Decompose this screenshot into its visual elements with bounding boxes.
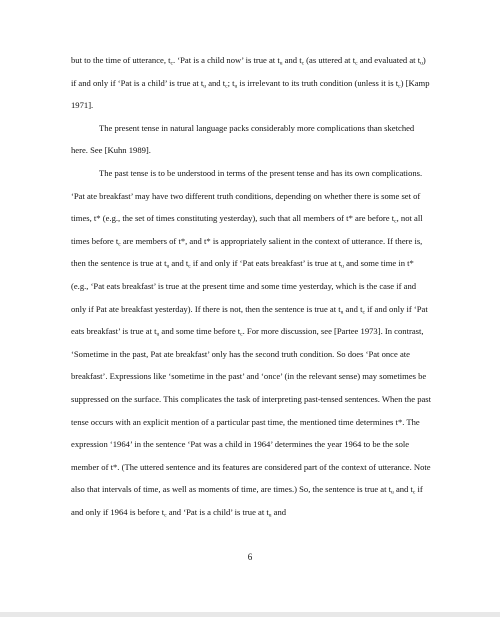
time-subscript: u [420, 60, 423, 67]
text-run: and evaluated at t [357, 55, 421, 65]
time-subscript: u [391, 489, 394, 496]
text-run: and t [169, 258, 189, 269]
time-subscript: c [164, 512, 167, 519]
text-run: . For more discussion, see [Partee 1973]. In contrast, ‘Sometime in the past, Pat ate breakfast’ only has the second truth condition. So does ‘Pat once ate breakfast’. Expressions like ‘sometime in the past’ and ‘once’ (in the relevant sense) may sometimes be suppressed on the surface. This complicates the task of interpreting past-tensed sentences. When the past tense occurs with an explicit mention of a particular past time, the mentioned time determines t*. The expression ‘1964’ in the sentence ‘Pat was a child in 1964’ determines the year 1964 to be the sole member of t*. (The uttered sentence and its features are considered part of the context of utterance. Note also that intervals of time, as well as moments of time, are times.) So, the sentence is true at t [71, 326, 432, 495]
viewer-bottom-edge [0, 612, 500, 617]
time-subscript: u [268, 512, 272, 519]
text-run: and ‘Pat is a child’ is true at t [166, 506, 269, 517]
time-subscript: c [118, 241, 121, 248]
text-run: and some time in t* (e.g., ‘Pat eats breakfast’ is true at the present time and some time yesterday, which is the case if and only if Pat ate breakfast yesterday). If there is not, then the sentence is true at t [71, 258, 417, 314]
time-subscript: u [340, 309, 344, 316]
text-run: The past tense is to be understood in terms of the present tense and has its own complications. ‘Pat ate breakfast’ may have two different truth conditions, depending on whether there is some set of times, t* (e.g., the set of times constituting yesterday), such that all members of t* are before t [71, 167, 423, 224]
paragraph-1 [71, 49, 433, 117]
text-run: ; t [227, 77, 235, 88]
text-run: if and only if ‘Pat eats breakfast’ is true at t [190, 258, 342, 269]
time-subscript: u [166, 263, 170, 270]
text-run: are members of t*, and t* is appropriately salient in the context of utterance. If there is, then the sentence is true at t [71, 235, 423, 269]
time-subscript: c [398, 83, 401, 90]
text-run: if and only if 1964 is before t [71, 484, 423, 517]
text-run: and t [206, 77, 226, 88]
text-run: , not all times before t [71, 213, 423, 246]
text-run: but to the time of utterance, t [71, 55, 171, 65]
text-run: and t [343, 303, 363, 314]
text-run: (as uttered at t [304, 55, 356, 65]
time-subscript: u [156, 331, 160, 338]
text-run: ) [Kamp 1971]. [71, 77, 430, 111]
text-run: is irrelevant to its truth condition (unless it is t [237, 77, 399, 88]
time-subscript: c [225, 83, 228, 90]
text-run: and t [393, 484, 413, 495]
time-subscript: u [279, 60, 283, 67]
time-subscript: u [203, 83, 207, 90]
time-subscript: c [412, 489, 416, 496]
time-subscript: c [362, 309, 365, 316]
text-run: and t [282, 55, 302, 65]
time-subscript: c [301, 60, 305, 67]
time-subscript: c [240, 331, 243, 338]
paragraph-2 [71, 117, 433, 162]
paragraph-3 [71, 162, 433, 524]
time-subscript: c [394, 218, 397, 225]
text-run: and [271, 506, 287, 517]
time-subscript: c [355, 60, 358, 67]
time-subscript: u [341, 263, 344, 270]
time-subscript: c [170, 60, 173, 67]
text-run: The present tense in natural language packs considerably more complications than sketched here. See [Kuhn 1989]. [71, 122, 415, 156]
time-subscript: c [188, 263, 191, 270]
page-number: 6 [247, 552, 253, 562]
text-run: and some time before t [159, 326, 241, 337]
time-subscript: u [234, 83, 238, 90]
body-text [71, 49, 433, 523]
text-run: if and only if ‘Pat eats breakfast’ is true at t [71, 303, 428, 337]
text-run: . ‘Pat is a child now’ is true at t [172, 55, 280, 65]
text-run: ) if and only if ‘Pat is a child’ is true at t [71, 55, 426, 88]
